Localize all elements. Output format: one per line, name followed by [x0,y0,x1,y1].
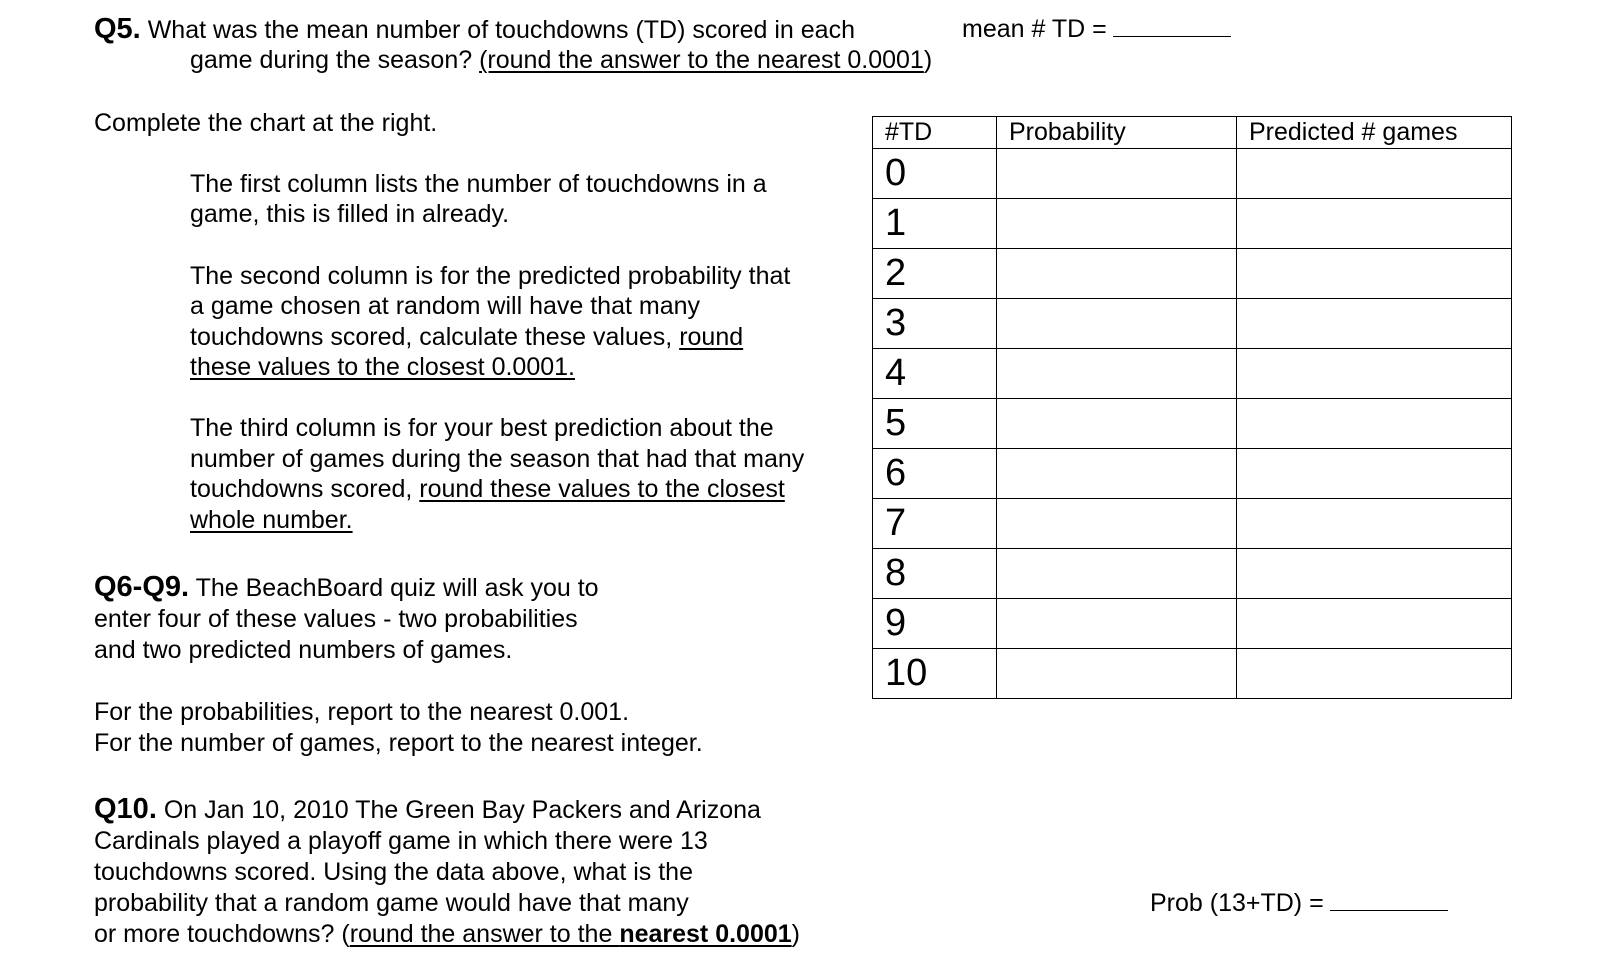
td-count-cell: 6 [873,449,997,499]
q6-9-text-1: The BeachBoard quiz will ask you to [189,574,599,602]
predicted-games-cell[interactable] [1237,599,1512,649]
p2-line3-underlined: round [679,323,744,351]
table-row [873,349,1512,399]
predicted-games-cell[interactable] [1237,649,1512,699]
q5-label: Q5. [94,13,141,45]
header-probability: Probability [997,117,1237,149]
instructions-p2-line4 [190,352,575,383]
header-predicted-games: Predicted # games [1237,117,1512,149]
q6-9-label: Q6-Q9. [94,571,190,603]
q10-answer-blank[interactable] [1330,888,1448,911]
q10-text-5: or more touchdowns? ( [94,920,350,948]
probability-cell[interactable] [997,449,1237,499]
q6-9-line2: enter four of these values - two probabilities [94,605,578,633]
table-row [873,399,1512,449]
td-count-cell: 5 [873,399,997,449]
p3-line3-underlined: round these values to the closest [419,475,785,503]
probability-cell[interactable] [997,549,1237,599]
q10-text-1: On Jan 10, 2010 The Green Bay Packers and Arizona [156,796,761,824]
header-td: #TD [873,117,997,149]
probability-cell[interactable] [997,649,1237,699]
predicted-games-cell[interactable] [1237,499,1512,549]
td-count-cell: 0 [873,149,997,199]
predicted-games-cell[interactable] [1237,149,1512,199]
probability-cell[interactable] [997,599,1237,649]
q10-rounding-bold: nearest 0.0001 [619,920,792,948]
p2-line4-underlined: these values to the closest 0.0001. [190,353,575,381]
probability-cell[interactable] [997,399,1237,449]
q5-answer-blank[interactable] [1113,14,1231,37]
p3-line3-text: touchdowns scored, [190,475,420,503]
q10-line5 [94,919,800,950]
table-row [873,249,1512,299]
table-header-row [873,117,1512,149]
instructions-p3-line4 [190,505,353,536]
q6-9-line1 [94,572,599,604]
q5-rounding-note: (round the answer to the nearest 0.0001 [479,46,924,74]
table-row [873,649,1512,699]
p2-line3-text: touchdowns scored, calculate these values, [190,323,680,351]
q10-line1 [94,794,761,826]
instructions-p3-line1: The third column is for your best prediction about the [190,414,774,442]
predicted-games-cell[interactable] [1237,299,1512,349]
table-row [873,149,1512,199]
td-count-cell: 10 [873,649,997,699]
q10-answer [1150,888,1448,919]
predicted-games-cell[interactable] [1237,199,1512,249]
td-count-cell: 3 [873,299,997,349]
td-count-cell: 7 [873,499,997,549]
td-count-cell: 8 [873,549,997,599]
q6-9-note1: For the probabilities, report to the nearest 0.001. [94,698,630,726]
instructions-p2-line3 [190,322,743,353]
table-row [873,299,1512,349]
instructions-p1-line2: game, this is filled in already. [190,200,510,228]
table-row [873,549,1512,599]
instructions-p3-line3 [190,474,785,505]
td-count-cell: 9 [873,599,997,649]
table-row [873,449,1512,499]
q10-line2: Cardinals played a playoff game in which there were 13 [94,827,708,855]
predicted-games-cell[interactable] [1237,249,1512,299]
instructions-p2-line1: The second column is for the predicted probability that [190,262,791,290]
probability-cell[interactable] [997,199,1237,249]
q10-paren-close: ) [791,920,800,948]
td-count-cell: 2 [873,249,997,299]
td-count-cell: 1 [873,199,997,249]
table-row [873,599,1512,649]
instructions-intro: Complete the chart at the right. [94,109,438,137]
q5-question-text-2: game during the season? [190,46,480,74]
q5-question-text: What was the mean number of touchdowns (TD) scored in each [147,16,855,44]
touchdown-chart [872,116,1512,699]
probability-cell[interactable] [997,149,1237,199]
q5-answer [962,14,1231,45]
td-count-cell: 4 [873,349,997,399]
p3-line4-underlined: whole number. [190,506,353,534]
q10-line3: touchdowns scored. Using the data above, what is the [94,858,693,886]
q5-line1 [94,14,855,46]
instructions-p3-line2: number of games during the season that had that many [190,445,805,473]
predicted-games-cell[interactable] [1237,549,1512,599]
probability-cell[interactable] [997,249,1237,299]
q6-9-line3: and two predicted numbers of games. [94,636,513,664]
q5-line2 [190,45,932,76]
table-row [873,499,1512,549]
probability-cell[interactable] [997,499,1237,549]
table-row [873,199,1512,249]
predicted-games-cell[interactable] [1237,399,1512,449]
probability-cell[interactable] [997,299,1237,349]
q10-answer-label: Prob (13+TD) = [1150,889,1324,917]
instructions-p1-line1: The first column lists the number of touchdowns in a [190,170,767,198]
q10-rounding-note: round the answer to the [349,920,620,948]
q10-line4: probability that a random game would have that many [94,889,689,917]
q6-9-note2: For the number of games, report to the nearest integer. [94,729,703,757]
q5-paren-close: ) [923,46,933,74]
q10-label: Q10. [94,793,157,825]
predicted-games-cell[interactable] [1237,449,1512,499]
predicted-games-cell[interactable] [1237,349,1512,399]
probability-cell[interactable] [997,349,1237,399]
instructions-p2-line2: a game chosen at random will have that many [190,292,700,320]
q5-answer-label: mean # TD = [962,15,1107,43]
